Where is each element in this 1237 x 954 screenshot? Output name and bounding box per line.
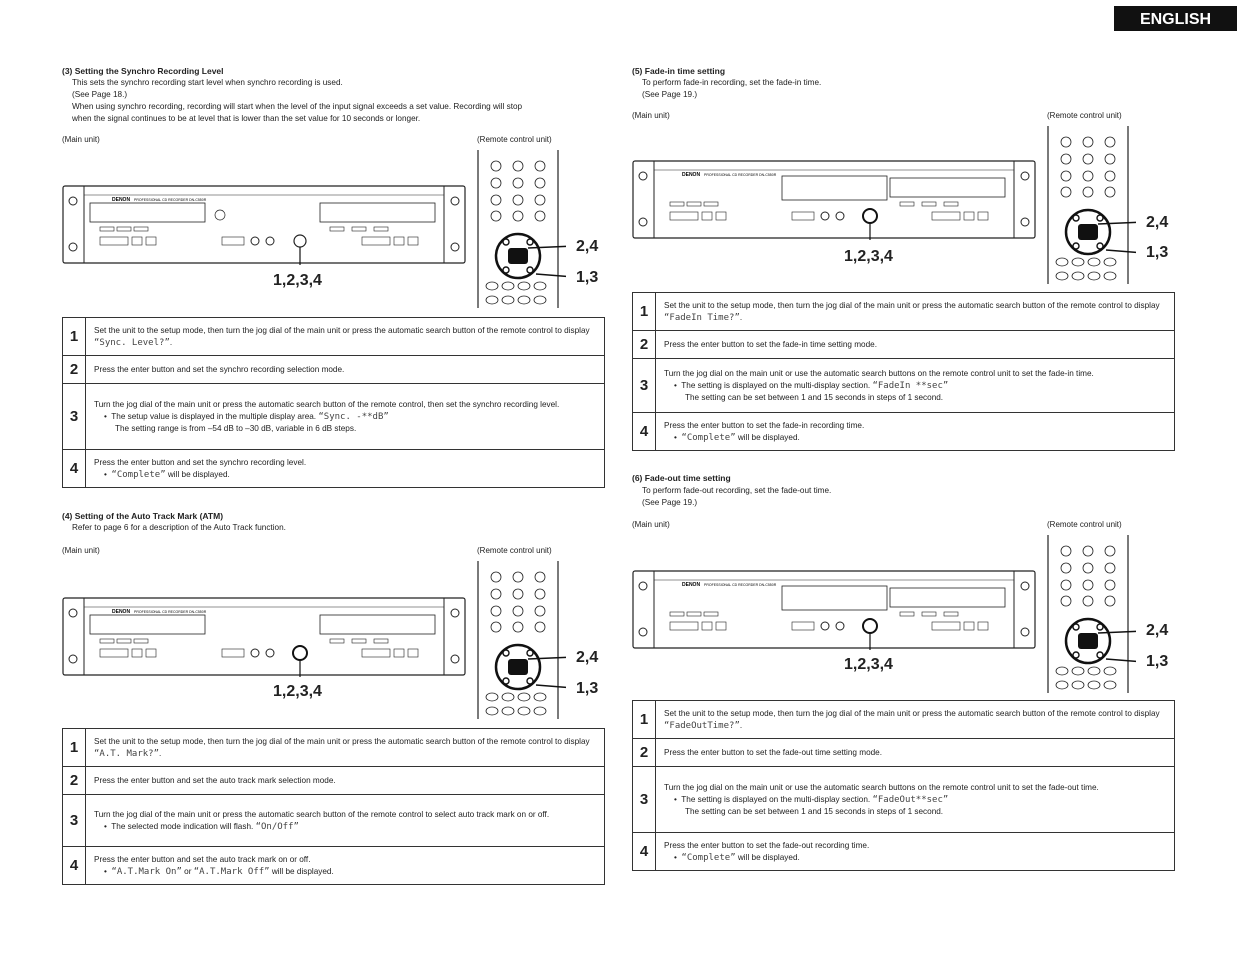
device-brand: DENON bbox=[682, 582, 701, 588]
step-number: 1 bbox=[633, 701, 656, 739]
section-6-steps-table bbox=[632, 700, 1175, 871]
step-text: Set the unit to the setup mode, then turn the jog dial of the main unit or press the automatic search button of the remote control to display “Sync. Level?”. bbox=[86, 318, 605, 356]
step-number: 4 bbox=[63, 847, 86, 885]
section-3-line: This sets the synchro recording start level when synchro recording is used. bbox=[72, 78, 343, 87]
section-5-line: (See Page 19.) bbox=[642, 90, 698, 99]
step-number: 3 bbox=[633, 359, 656, 413]
section-4-steps-table bbox=[62, 728, 605, 885]
step-row bbox=[63, 847, 605, 885]
remote-illustration bbox=[476, 561, 566, 724]
section-3-title: (3) Setting the Synchro Recording Level bbox=[62, 66, 224, 76]
step-text: Press the enter button and set the auto track mark selection mode. bbox=[86, 767, 605, 795]
callout-main: 1,2,3,4 bbox=[844, 656, 893, 673]
device-model: PROFESSIONAL CD RECORDER DN-C550R bbox=[704, 583, 777, 587]
callout-remote-b: 1,3 bbox=[1146, 653, 1169, 670]
step-text: Press the enter button to set the fade-in time setting mode. bbox=[656, 331, 1175, 359]
callout-remote-b: 1,3 bbox=[1146, 244, 1169, 261]
device-brand: DENON bbox=[112, 609, 131, 615]
main-unit-illustration bbox=[62, 597, 467, 682]
section-6-line: To perform fade-out recording, set the fade-out time. bbox=[642, 486, 832, 495]
main-unit-illustration bbox=[632, 160, 1037, 245]
device-model: PROFESSIONAL CD RECORDER DN-C550R bbox=[704, 173, 777, 177]
step-row bbox=[633, 331, 1175, 359]
callout-remote-a: 2,4 bbox=[576, 238, 599, 255]
step-text: Press the enter button to set the fade-in recording time. • “Complete” will be displayed. bbox=[656, 413, 1175, 451]
section-3-body bbox=[72, 77, 612, 125]
step-row bbox=[63, 450, 605, 488]
main-unit-illustration bbox=[62, 185, 467, 270]
step-text: Press the enter button and set the synchro recording selection mode. bbox=[86, 356, 605, 384]
step-number: 3 bbox=[633, 767, 656, 833]
step-number: 3 bbox=[63, 795, 86, 847]
section-5-steps-table bbox=[632, 292, 1175, 451]
remote-illustration bbox=[476, 150, 566, 313]
section-5-line: To perform fade-in recording, set the fade-in time. bbox=[642, 78, 822, 87]
language-tab: ENGLISH bbox=[1114, 6, 1237, 31]
section-4-title: (4) Setting of the Auto Track Mark (ATM) bbox=[62, 511, 224, 521]
step-number: 4 bbox=[63, 450, 86, 488]
step-row bbox=[63, 795, 605, 847]
section-5-title: (5) Fade-in time setting bbox=[632, 66, 726, 76]
step-row bbox=[63, 356, 605, 384]
step-text: Press the enter button and set the auto track mark on or off. • “A.T.Mark On” or “A.T.Mark Off” will be displayed. bbox=[86, 847, 605, 885]
step-text: Press the enter button to set the fade-out recording time. • “Complete” will be displayed. bbox=[656, 833, 1175, 871]
step-number: 2 bbox=[63, 767, 86, 795]
step-text: Set the unit to the setup mode, then turn the jog dial of the main unit or press the automatic search button of the remote control to display “FadeIn Time?”. bbox=[656, 293, 1175, 331]
callout-main: 1,2,3,4 bbox=[844, 248, 893, 265]
section-3-line: When using synchro recording, recording will start when the level of the input signal exceeds a set value. Recording will stop bbox=[72, 102, 523, 111]
callout-remote-a: 2,4 bbox=[1146, 214, 1169, 231]
step-row bbox=[633, 767, 1175, 833]
callout-remote-a: 2,4 bbox=[576, 649, 599, 666]
remote-unit-label: (Remote control unit) bbox=[1047, 520, 1122, 529]
step-row bbox=[633, 739, 1175, 767]
step-text: Set the unit to the setup mode, then turn the jog dial of the main unit or press the automatic search button of the remote control to display “FadeOutTime?”. bbox=[656, 701, 1175, 739]
main-unit-illustration bbox=[632, 570, 1037, 655]
device-model: PROFESSIONAL CD RECORDER DN-C550R bbox=[134, 610, 207, 614]
step-text: Turn the jog dial on the main unit or use the automatic search buttons on the remote control unit to set the fade-in time. • The setting is displayed on the multi-display section. “FadeIn **sec” The setting can be set between 1 and 15 seconds in steps of 1 second. bbox=[656, 359, 1175, 413]
step-text: Turn the jog dial of the main unit or press the automatic search button of the remote control, then set the synchro recording level. • The setup value is displayed in the multiple display area. “Sync. -**dB” The setting range is from –54 dB to –30 dB, variable in 6 dB steps. bbox=[86, 384, 605, 450]
step-number: 2 bbox=[63, 356, 86, 384]
remote-unit-label: (Remote control unit) bbox=[1047, 111, 1122, 120]
remote-unit-label: (Remote control unit) bbox=[477, 546, 552, 555]
section-6-title: (6) Fade-out time setting bbox=[632, 473, 731, 483]
step-number: 4 bbox=[633, 413, 656, 451]
remote-unit-label: (Remote control unit) bbox=[477, 135, 552, 144]
step-row bbox=[63, 384, 605, 450]
section-4-line: Refer to page 6 for a description of the Auto Track function. bbox=[72, 523, 286, 532]
step-number: 1 bbox=[633, 293, 656, 331]
step-number: 1 bbox=[63, 729, 86, 767]
step-row bbox=[633, 359, 1175, 413]
callout-remote-a: 2,4 bbox=[1146, 622, 1169, 639]
section-6-body bbox=[642, 485, 1172, 509]
device-model: PROFESSIONAL CD RECORDER DN-C550R bbox=[134, 198, 207, 202]
step-row bbox=[63, 729, 605, 767]
step-number: 2 bbox=[633, 739, 656, 767]
remote-illustration bbox=[1046, 535, 1136, 698]
step-row bbox=[63, 767, 605, 795]
callout-remote-b: 1,3 bbox=[576, 680, 599, 697]
step-text: Press the enter button and set the synchro recording level. • “Complete” will be displayed. bbox=[86, 450, 605, 488]
step-text: Press the enter button to set the fade-out time setting mode. bbox=[656, 739, 1175, 767]
step-number: 3 bbox=[63, 384, 86, 450]
remote-illustration bbox=[1046, 126, 1136, 289]
step-number: 2 bbox=[633, 331, 656, 359]
step-number: 1 bbox=[63, 318, 86, 356]
step-row bbox=[633, 413, 1175, 451]
step-row bbox=[63, 318, 605, 356]
section-4-body bbox=[72, 522, 612, 534]
main-unit-label: (Main unit) bbox=[632, 520, 670, 529]
step-text: Set the unit to the setup mode, then turn the jog dial of the main unit or press the automatic search button of the remote control to display “A.T. Mark?”. bbox=[86, 729, 605, 767]
device-brand: DENON bbox=[682, 172, 701, 178]
section-6-line: (See Page 19.) bbox=[642, 498, 698, 507]
callout-main: 1,2,3,4 bbox=[273, 683, 322, 700]
step-row bbox=[633, 833, 1175, 871]
callout-main: 1,2,3,4 bbox=[273, 272, 322, 289]
section-3-line: (See Page 18.) bbox=[72, 90, 128, 99]
callout-remote-b: 1,3 bbox=[576, 269, 599, 286]
main-unit-label: (Main unit) bbox=[62, 546, 100, 555]
device-brand: DENON bbox=[112, 197, 131, 203]
section-3-steps-table bbox=[62, 317, 605, 488]
step-row bbox=[633, 293, 1175, 331]
section-3-line: when the signal continues to be at level that is lower than the set value for 10 seconds or longer. bbox=[72, 114, 421, 123]
main-unit-label: (Main unit) bbox=[632, 111, 670, 120]
step-text: Turn the jog dial of the main unit or press the automatic search button of the remote control to select auto track mark on or off. • The selected mode indication will flash. “On/Off” bbox=[86, 795, 605, 847]
step-text: Turn the jog dial on the main unit or use the automatic search buttons on the remote control unit to set the fade-out time. • The setting is displayed on the multi-display section. “FadeOut**sec” The setting can be set between 1 and 15 seconds in steps of 1 second. bbox=[656, 767, 1175, 833]
section-5-body bbox=[642, 77, 1172, 101]
step-number: 4 bbox=[633, 833, 656, 871]
main-unit-label: (Main unit) bbox=[62, 135, 100, 144]
step-row bbox=[633, 701, 1175, 739]
